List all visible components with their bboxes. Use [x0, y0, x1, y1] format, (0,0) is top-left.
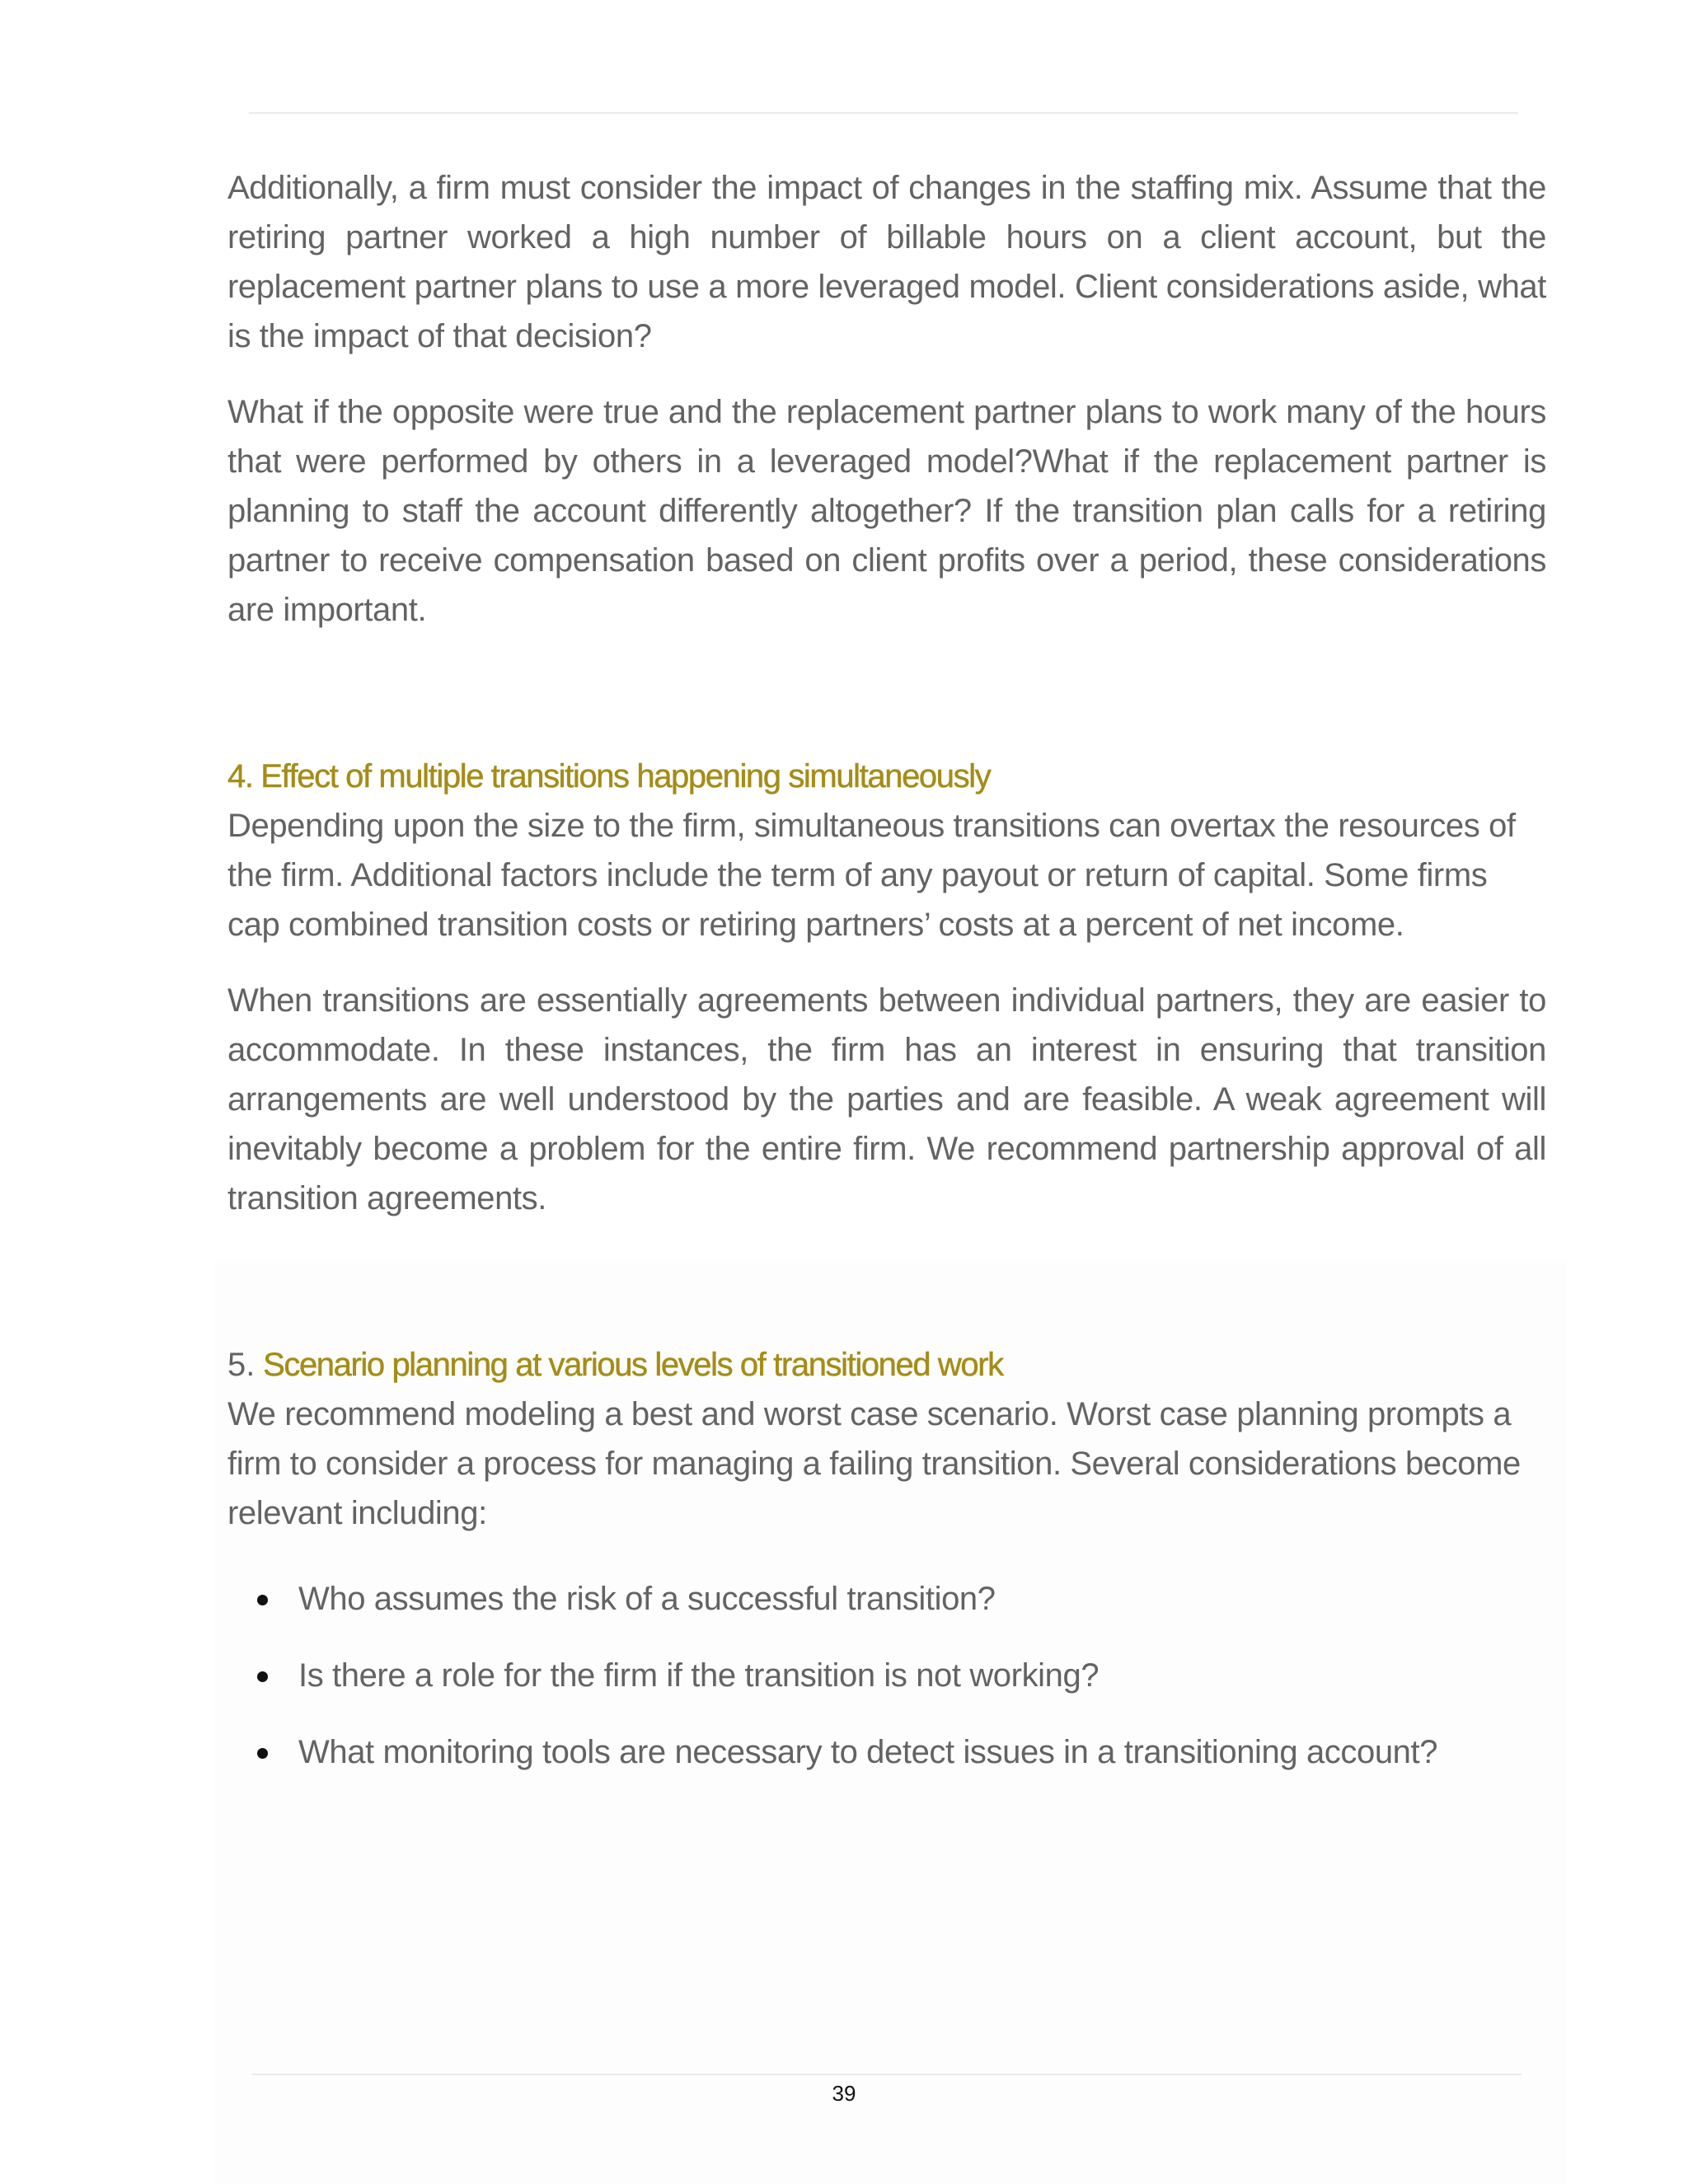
- footer-rule: [252, 2074, 1522, 2075]
- list-item-text: Who assumes the risk of a successful transition?: [298, 1581, 996, 1617]
- page-number: 39: [832, 2081, 856, 2106]
- section-4-paragraph-1: Depending upon the size to the firm, simultaneous transitions can overtax the resources of the firm. Additional factors include the term of any payout or return of capital. Some firms cap combined transition costs or retiring partners’ costs at a percent of net income.: [227, 808, 1516, 943]
- list-item: [227, 1727, 1546, 1777]
- section-4-paragraph-2: When transitions are essentially agreements between individual partners, they are easier to accommodate. In these instances, the firm has an interest in ensuring that transition arrangements are well understood by the parties and are feasible. A weak agreement will inevitably become a problem for the entire firm. We recommend partnership approval of all transition agreements.: [227, 982, 1546, 1216]
- section-spacer: [227, 661, 1546, 752]
- section-5-paragraph: We recommend modeling a best and worst case scenario. Worst case planning prompts a firm to consider a process for managing a failing transition. Several considerations become relevant including:: [227, 1396, 1521, 1531]
- bullet-icon: [257, 1595, 268, 1605]
- considerations-list: [227, 1574, 1546, 1777]
- section-5-number: 5.: [227, 1347, 256, 1383]
- list-item: [227, 1651, 1546, 1700]
- list-item: [227, 1574, 1546, 1624]
- section-5-title: Scenario planning at various levels of transitioned work: [263, 1347, 1003, 1383]
- header-rule: [249, 112, 1518, 114]
- paragraph-staffing-mix: Additionally, a firm must consider the impact of changes in the staffing mix. Assume that the retiring partner worked a high number of billable hours on a client account, but the replacement partner plans to use a more leveraged model. Client considerations aside, what is the impact of that decision?: [227, 170, 1546, 354]
- page-body: [227, 163, 1546, 1804]
- list-item-text: Is there a role for the firm if the transition is not working?: [298, 1657, 1100, 1694]
- bullet-icon: [257, 1671, 268, 1682]
- list-item-text: What monitoring tools are necessary to detect issues in a transitioning account?: [298, 1734, 1438, 1770]
- bullet-icon: [257, 1748, 268, 1759]
- section-spacer: [227, 1249, 1546, 1340]
- section-5-heading: [227, 1340, 1546, 1390]
- section-4-heading: 4. Effect of multiple transitions happening simultaneously: [227, 758, 991, 794]
- paragraph-opposite-case: What if the opposite were true and the replacement partner plans to work many of the hours that were performed by others in a leveraged model?What if the replacement partner is planning to staff the account differently altogether? If the transition plan calls for a retiring partner to receive compensation based on client profits over a period, these considerations are important.: [227, 394, 1546, 628]
